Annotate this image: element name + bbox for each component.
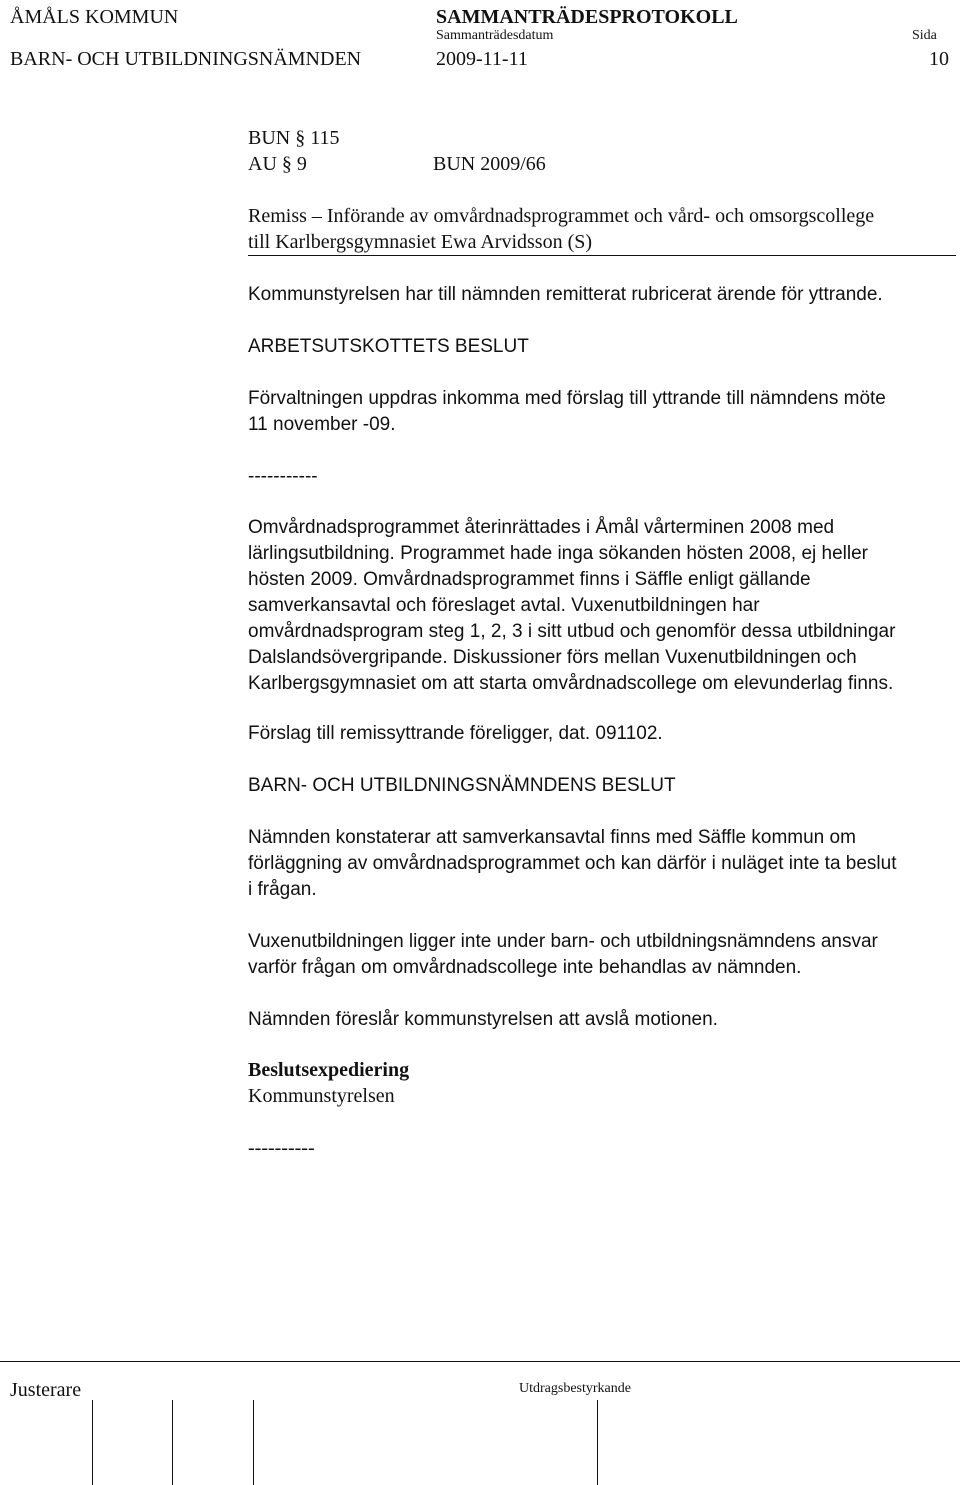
bun-section-ref: BUN § 115 <box>248 127 340 149</box>
separator-line: ----------- <box>248 466 318 487</box>
proposal-paragraph: Förslag till remissyttrande föreligger, dat. 091102. <box>248 723 663 744</box>
paragraph-line: Dalslandsövergripande. Diskussioner förs mellan Vuxenutbildningen och <box>248 647 857 668</box>
paragraph-line: i frågan. <box>248 879 317 900</box>
signature-box-divider <box>253 1400 254 1485</box>
background-paragraph <box>248 515 938 697</box>
bun-decision-paragraph-2 <box>248 929 938 981</box>
signature-box-divider <box>172 1400 173 1485</box>
committee-name: BARN- OCH UTBILDNINGSNÄMNDEN <box>10 48 362 70</box>
bun-decision-heading: BARN- OCH UTBILDNINGSNÄMNDENS BESLUT <box>248 775 676 796</box>
paragraph-line: Vuxenutbildningen ligger inte under barn- och utbildningsnämndens ansvar <box>248 931 878 952</box>
paragraph-line: samverkansavtal och föreslaget avtal. Vuxenutbildningen har <box>248 595 760 616</box>
paragraph-line: Nämnden konstaterar att samverkansavtal finns med Säffle kommun om <box>248 827 856 848</box>
dispatch-recipient: Kommunstyrelsen <box>248 1085 395 1107</box>
signature-box-divider <box>92 1400 93 1485</box>
case-title-line: Remiss – Införande av omvårdnadsprogrammet och vård- och omsorgscollege <box>248 205 875 227</box>
paragraph-line: hösten 2009. Omvårdnadsprogrammet finns i Säffle enligt gällande <box>248 569 811 590</box>
page-label: Sida <box>912 28 937 43</box>
title-underline <box>248 255 956 256</box>
au-decision-heading: ARBETSUTSKOTTETS BESLUT <box>248 336 529 357</box>
paragraph-line: Omvårdnadsprogrammet återinrättades i Åmål vårterminen 2008 med <box>248 517 835 538</box>
paragraph-line: varför frågan om omvårdnadscollege inte behandlas av nämnden. <box>248 957 802 978</box>
page-number: 10 <box>929 48 949 70</box>
diary-number: BUN 2009/66 <box>433 153 546 175</box>
utdragsbestyrkande-label: Utdragsbestyrkande <box>519 1381 631 1396</box>
paragraph-line: lärlingsutbildning. Programmet hade inga sökanden hösten 2008, ej heller <box>248 543 869 564</box>
dispatch-heading: Beslutsexpediering <box>248 1059 410 1081</box>
justerare-label: Justerare <box>10 1379 82 1401</box>
signature-box-divider <box>597 1400 598 1485</box>
case-title-line: till Karlbergsgymnasiet Ewa Arvidsson (S) <box>248 231 593 253</box>
meeting-date: 2009-11-11 <box>436 48 528 70</box>
paragraph-line: förläggning av omvårdnadsprogrammet och kan därför i nuläget inte ta beslut <box>248 853 897 874</box>
intro-paragraph: Kommunstyrelsen har till nämnden remitterat rubricerat ärende för yttrande. <box>248 284 883 305</box>
bun-decision-paragraph-1 <box>248 825 938 903</box>
footer-divider <box>0 1361 960 1362</box>
paragraph-line: omvårdnadsprogram steg 1, 2, 3 i sitt utbud och genomför dessa utbildningar <box>248 621 896 642</box>
au-decision-paragraph <box>248 386 938 438</box>
bun-decision-paragraph-3: Nämnden föreslår kommunstyrelsen att avslå motionen. <box>248 1009 718 1030</box>
date-label: Sammanträdesdatum <box>436 28 554 43</box>
au-section-ref: AU § 9 <box>248 153 307 175</box>
document-type: SAMMANTRÄDESPROTOKOLL <box>436 6 738 28</box>
case-title <box>248 203 938 255</box>
separator-line: ---------- <box>248 1137 315 1159</box>
paragraph-line: Karlbergsgymnasiet om att starta omvårdnadscollege om elevunderlag finns. <box>248 673 894 694</box>
paragraph-line: Förvaltningen uppdras inkomma med förslag till yttrande till nämndens möte <box>248 388 886 409</box>
municipality-name: ÅMÅLS KOMMUN <box>10 6 179 28</box>
paragraph-line: 11 november -09. <box>248 414 396 435</box>
